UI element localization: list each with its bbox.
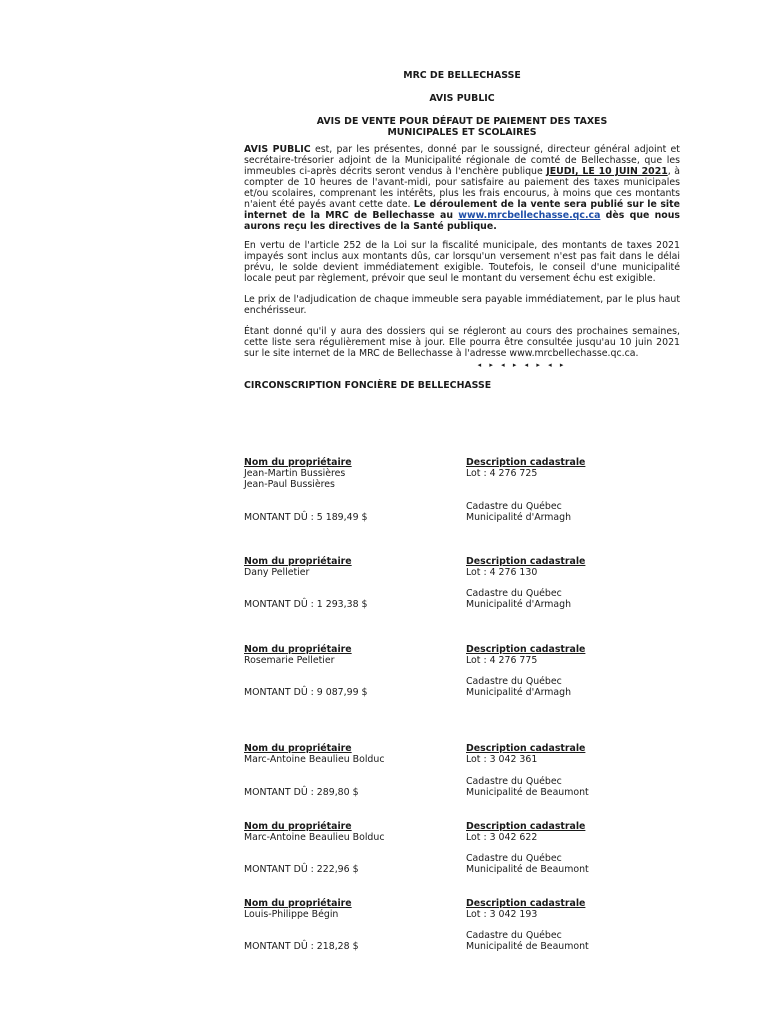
lot-number: Lot : 4 276 130 — [466, 567, 538, 578]
amount-due: MONTANT DÛ : 218,28 $ — [244, 941, 359, 952]
amount-due: MONTANT DÛ : 9 087,99 $ — [244, 687, 368, 698]
municipality: Municipalité d'Armagh — [466, 512, 572, 523]
owner-label: Nom du propriétaire — [244, 556, 352, 567]
intro-text-1: est, par les présentes, donné par le soussigné, directeur général adjoint et secrétaire-trésorier adjoint de la Municipalité régionale de comté de Bellechasse, que les immeubles ci-après décrits seront vendus à l'enchère publique — [244, 144, 680, 177]
cadastre-name: Cadastre du Québec — [466, 501, 562, 512]
intro-bold-2: dès que nous aurons reçu les directives de la Santé publique. — [244, 210, 681, 232]
municipality: Municipalité d'Armagh — [466, 687, 572, 698]
lot-number: Lot : 4 276 775 — [466, 655, 538, 666]
municipality: Municipalité d'Armagh — [466, 599, 572, 610]
owner-name: Rosemarie Pelletier — [244, 655, 335, 666]
fiscal-paragraph: En vertu de l'article 252 de la Loi sur la fiscalité municipale, des montants de taxes 2021 impayés sont inclus aux montants dûs, car lorsqu'un versement n'est pas fait dans le délai prévu, le solde devient immédiatement exigible. Toutefois, le conseil d'une municipalité locale peut par règlement, prévoir que seul le montant du versement échu est exigible. — [244, 240, 680, 284]
org-title: MRC DE BELLECHASSE — [403, 70, 521, 81]
sale-date: JEUDI, LE 10 JUIN 2021 — [546, 166, 668, 177]
amount-due: MONTANT DÛ : 222,96 $ — [244, 864, 359, 875]
cadastre-label: Description cadastrale — [466, 743, 586, 754]
owner-name: Louis-Philippe Bégin — [244, 909, 339, 920]
lot-number: Lot : 3 042 193 — [466, 909, 538, 920]
owner-label: Nom du propriétaire — [244, 821, 352, 832]
intro-paragraph — [244, 144, 680, 232]
ornament-divider: ◂ ▸ ◂ ▸ ◂ ▸ ◂ ▸ — [477, 361, 567, 369]
cadastre-label: Description cadastrale — [466, 644, 586, 655]
intro-text-2: , à compter de 10 heures de l'avant-midi, pour satisfaire au paiement des taxes municipales et/ou scolaires, comprenant les intérêts, plus les frais encourus, à moins que ces montants n'aient été payés avant cette date. — [244, 166, 680, 210]
owner-label: Nom du propriétaire — [244, 457, 352, 468]
amount-due: MONTANT DÛ : 5 189,49 $ — [244, 512, 368, 523]
circonscription-heading: CIRCONSCRIPTION FONCIÈRE DE BELLECHASSE — [244, 380, 492, 391]
notice-subtitle-line2: MUNICIPALES ET SCOLAIRES — [387, 127, 537, 138]
notice-subtitle-line1: AVIS DE VENTE POUR DÉFAUT DE PAIEMENT DES TAXES — [316, 116, 608, 127]
cadastre-name: Cadastre du Québec — [466, 588, 562, 599]
document-page — [244, 60, 680, 391]
owner-name: Dany Pelletier — [244, 567, 310, 578]
owner-label: Nom du propriétaire — [244, 743, 352, 754]
notice-title: AVIS PUBLIC — [429, 93, 495, 104]
intro-lead: AVIS PUBLIC — [244, 144, 311, 155]
cadastre-label: Description cadastrale — [466, 457, 586, 468]
intro-bold-1: Le déroulement de la vente sera publié sur le site internet de la MRC de Bellechasse au — [244, 199, 680, 221]
owner-name-2: Jean-Paul Bussières — [244, 479, 335, 490]
cadastre-name: Cadastre du Québec — [466, 930, 562, 941]
cadastre-label: Description cadastrale — [466, 821, 586, 832]
owner-name: Jean-Martin Bussières — [244, 468, 346, 479]
cadastre-name: Cadastre du Québec — [466, 853, 562, 864]
update-paragraph: Étant donné qu'il y aura des dossiers qui se régleront au cours des prochaines semaines, cette liste sera régulièrement mise à jour. Elle pourra être consultée jusqu'au 10 juin 2021 sur le site internet de la MRC de Bellechasse à l'adresse www.mrcbellechasse.qc.ca. — [244, 326, 680, 359]
municipality: Municipalité de Beaumont — [466, 787, 589, 798]
owner-label: Nom du propriétaire — [244, 898, 352, 909]
cadastre-name: Cadastre du Québec — [466, 676, 562, 687]
lot-number: Lot : 4 276 725 — [466, 468, 538, 479]
owner-name: Marc-Antoine Beaulieu Bolduc — [244, 832, 385, 843]
owner-label: Nom du propriétaire — [244, 644, 352, 655]
amount-due: MONTANT DÛ : 289,80 $ — [244, 787, 359, 798]
cadastre-name: Cadastre du Québec — [466, 776, 562, 787]
website-link[interactable]: www.mrcbellechasse.qc.ca — [458, 210, 601, 221]
municipality: Municipalité de Beaumont — [466, 941, 589, 952]
municipality: Municipalité de Beaumont — [466, 864, 589, 875]
cadastre-label: Description cadastrale — [466, 898, 586, 909]
payment-paragraph: Le prix de l'adjudication de chaque immeuble sera payable immédiatement, par le plus haut enchérisseur. — [244, 294, 680, 316]
owner-name: Marc-Antoine Beaulieu Bolduc — [244, 754, 385, 765]
amount-due: MONTANT DÛ : 1 293,38 $ — [244, 599, 368, 610]
lot-number: Lot : 3 042 622 — [466, 832, 538, 843]
cadastre-label: Description cadastrale — [466, 556, 586, 567]
lot-number: Lot : 3 042 361 — [466, 754, 538, 765]
